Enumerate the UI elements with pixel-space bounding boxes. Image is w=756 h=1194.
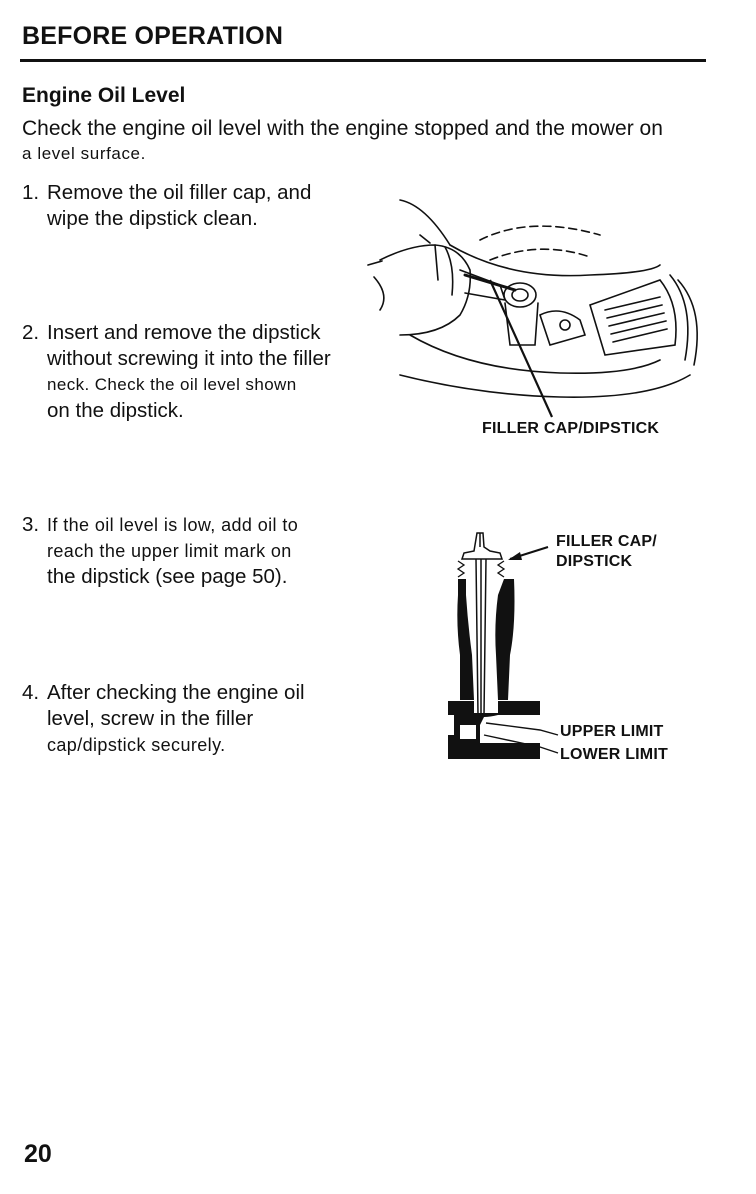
page-number: 20 <box>24 1140 52 1168</box>
figure-filler-cap-illustration <box>360 185 720 415</box>
step-3-line-2: reach the upper limit mark on <box>47 541 292 561</box>
step-2-line-4: on the dipstick. <box>47 399 184 422</box>
step-1-line-1: Remove the oil filler cap, and <box>47 181 312 204</box>
step-3 <box>22 512 362 590</box>
step-3-line-1: If the oil level is low, add oil to <box>47 515 299 535</box>
step-1-line-2: wipe the dipstick clean. <box>47 207 258 230</box>
step-4-line-2: level, screw in the filler <box>47 707 254 730</box>
step-4-number: 4. <box>22 681 40 704</box>
intro-paragraph <box>22 116 712 166</box>
figure2-label-cap-line-2: DIPSTICK <box>556 553 633 570</box>
step-2-line-2: without screwing it into the filler <box>47 347 331 370</box>
step-2-number: 2. <box>22 321 40 344</box>
step-4 <box>22 680 352 758</box>
page-header-title: BEFORE OPERATION <box>22 22 284 50</box>
step-1-number: 1. <box>22 181 40 204</box>
figure2-label-filler-cap <box>556 532 657 572</box>
figure1-label-filler-cap-dipstick: FILLER CAP/DIPSTICK <box>482 420 660 437</box>
step-4-line-3: cap/dipstick securely. <box>47 735 226 755</box>
step-1 <box>22 180 362 232</box>
figure2-label-lower-limit: LOWER LIMIT <box>560 746 668 763</box>
step-2-line-1: Insert and remove the dipstick <box>47 321 321 344</box>
step-3-number: 3. <box>22 513 40 536</box>
intro-line-2: a level surface. <box>22 144 146 163</box>
intro-line-1: Check the engine oil level with the engine stopped and the mower on <box>22 117 663 140</box>
section-title: Engine Oil Level <box>22 84 186 107</box>
figure2-label-cap-line-1: FILLER CAP/ <box>556 533 657 550</box>
step-2-line-3: neck. Check the oil level shown <box>47 375 297 394</box>
step-4-line-1: After checking the engine oil <box>47 681 305 704</box>
figure2-label-upper-limit: UPPER LIMIT <box>560 723 664 740</box>
step-2 <box>22 320 367 424</box>
header-rule <box>20 59 706 62</box>
step-3-line-3: the dipstick (see page 50). <box>47 565 288 588</box>
